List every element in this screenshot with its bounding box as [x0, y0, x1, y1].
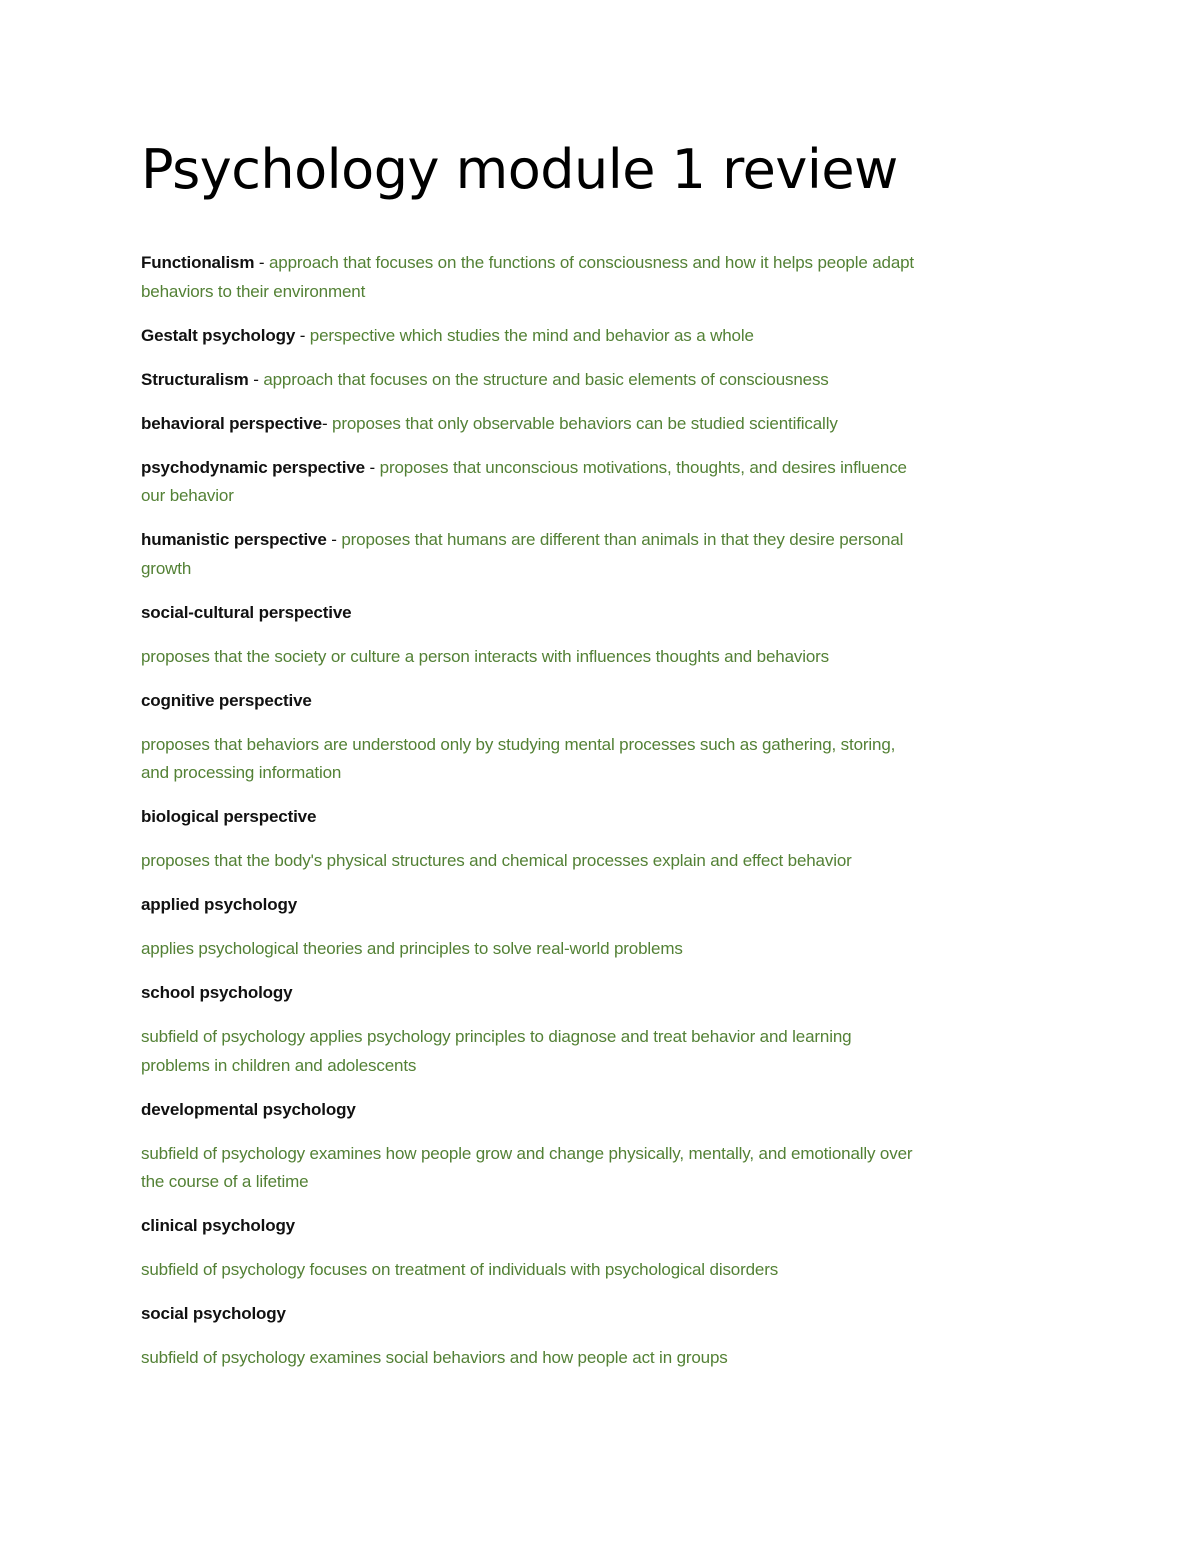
- entry-definition-line: subfield of psychology applies psychology principles to diagnose and treat behavior and learning: [141, 1027, 852, 1046]
- entry-definition-line: subfield of psychology examines how people grow and change physically, mentally, and emotionally over: [141, 1143, 913, 1163]
- entry-term: applied psychology: [141, 895, 297, 914]
- entry-definition-line: subfield of psychology examines social behaviors and how people act in groups: [141, 1348, 728, 1367]
- entry-line: [141, 454, 1071, 483]
- glossary-entry: [141, 249, 1071, 306]
- entry-definition-line: growth: [141, 558, 192, 578]
- glossary-entry: [141, 410, 1071, 439]
- glossary-entry: [141, 526, 1071, 583]
- glossary-definition: [141, 643, 1071, 672]
- glossary-term-heading: [141, 1300, 1071, 1329]
- entry-definition: proposes that unconscious motivations, thoughts, and desires influence: [379, 457, 907, 477]
- entry-separator: -: [254, 253, 269, 272]
- entry-term: cognitive perspective: [141, 690, 312, 710]
- glossary-term-heading: [141, 891, 1071, 920]
- entry-term: behavioral perspective: [141, 413, 322, 433]
- glossary-definition: [141, 1023, 1071, 1080]
- entry-definition: approach that focuses on the functions of consciousness and how it helps people adapt: [268, 253, 914, 272]
- glossary-definition: [141, 1140, 1071, 1197]
- entry-term: school psychology: [141, 983, 293, 1002]
- entry-separator: -: [364, 457, 380, 477]
- entry-line: [141, 410, 1071, 439]
- entry-line: [141, 526, 1071, 555]
- glossary-definition: [141, 935, 1071, 964]
- entry-separator: -: [295, 325, 310, 345]
- document-body: [141, 249, 1071, 1388]
- entry-definition-line: the course of a lifetime: [141, 1172, 309, 1191]
- entry-definition-line: proposes that behaviors are understood only by studying mental processes such as gathering, storing,: [141, 734, 896, 754]
- entry-separator: -: [321, 413, 333, 433]
- entry-term: developmental psychology: [141, 1099, 356, 1119]
- glossary-entry: [141, 366, 1071, 395]
- entry-definition-line: and processing information: [141, 763, 342, 782]
- entry-definition-line: proposes that the body's physical structures and chemical processes explain and effect behavior: [141, 851, 852, 870]
- entry-definition-line: applies psychological theories and principles to solve real-world problems: [141, 939, 683, 958]
- entry-definition-line: proposes that the society or culture a person interacts with influences thoughts and behaviors: [141, 646, 830, 666]
- glossary-term-heading: [141, 803, 1071, 832]
- entry-term: Structuralism: [141, 369, 249, 389]
- entry-definition: proposes that only observable behaviors can be studied scientifically: [332, 413, 838, 433]
- entry-definition-line: subfield of psychology focuses on treatment of individuals with psychological disorders: [141, 1260, 779, 1279]
- entry-definition: approach that focuses on the structure and basic elements of consciousness: [263, 369, 829, 389]
- glossary-entry: [141, 322, 1071, 351]
- entry-definition-line: our behavior: [141, 486, 234, 505]
- glossary-definition: [141, 847, 1071, 876]
- entry-term: social-cultural perspective: [141, 602, 352, 622]
- entry-term: clinical psychology: [141, 1216, 295, 1235]
- entry-term: psychodynamic perspective: [141, 457, 365, 477]
- entry-separator: -: [326, 530, 342, 549]
- glossary-term-heading: [141, 1096, 1071, 1125]
- entry-definition: perspective which studies the mind and behavior as a whole: [309, 325, 754, 345]
- glossary-entry: [141, 454, 1071, 511]
- page-title: Psychology module 1 review: [141, 138, 898, 201]
- glossary-term-heading: [141, 599, 1071, 628]
- glossary-definition: [141, 1256, 1071, 1285]
- glossary-term-heading: [141, 979, 1071, 1008]
- entry-definition: proposes that humans are different than animals in that they desire personal: [341, 530, 904, 549]
- entry-definition-line: behaviors to their environment: [141, 281, 366, 301]
- entry-term: Gestalt psychology: [141, 325, 296, 345]
- entry-definition-line: problems in children and adolescents: [141, 1055, 417, 1075]
- entry-term: social psychology: [141, 1304, 286, 1323]
- glossary-definition: [141, 731, 1071, 788]
- entry-line: [141, 322, 1071, 351]
- entry-term: biological perspective: [141, 807, 317, 826]
- glossary-term-heading: [141, 1212, 1071, 1241]
- entry-term: Functionalism: [141, 253, 255, 272]
- entry-line: [141, 366, 1071, 395]
- glossary-definition: [141, 1344, 1071, 1373]
- entry-separator: -: [248, 369, 264, 389]
- entry-term: humanistic perspective: [141, 530, 327, 549]
- entry-line: [141, 249, 1071, 278]
- glossary-term-heading: [141, 687, 1071, 716]
